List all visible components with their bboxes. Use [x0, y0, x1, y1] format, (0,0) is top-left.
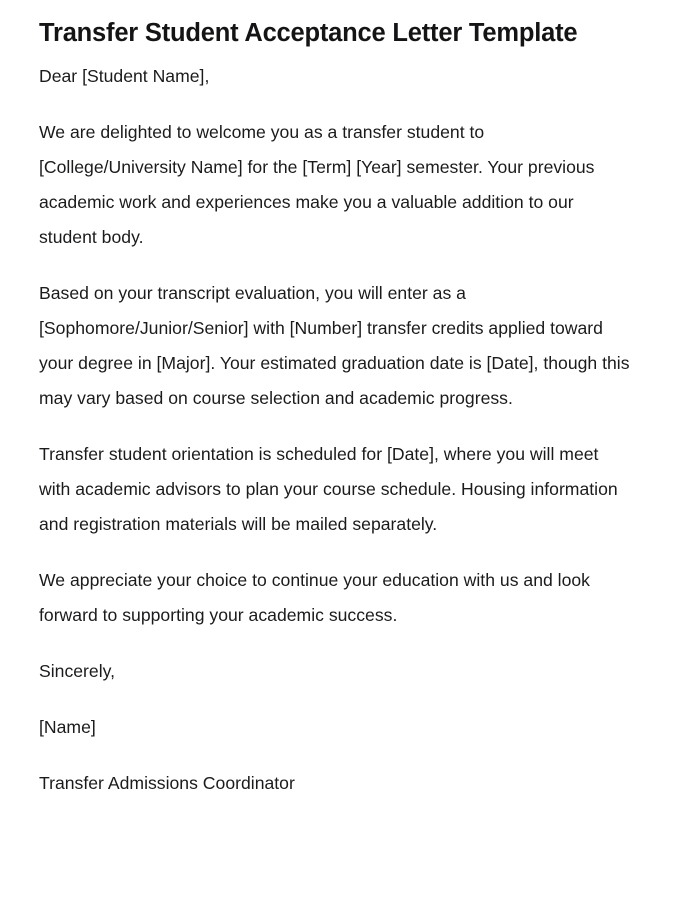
letter-salutation: Dear [Student Name], [39, 65, 210, 86]
letter-paragraph-closing: We appreciate your choice to continue your education with us and look forward to supporting your academic success. [39, 569, 590, 625]
letter-signoff: Sincerely, [39, 660, 116, 681]
letter-paragraph-welcome: We are delighted to welcome you as a transfer student to [College/University Name] for the [Term] [Year] semester. Your previous academic work and experiences make you a valuable addition to our student body. [39, 121, 595, 247]
letter-signature-name: [Name] [39, 716, 96, 737]
letter-signature-title: Transfer Admissions Coordinator [39, 772, 295, 793]
letter-body [39, 59, 634, 801]
letter-paragraph-transcript: Based on your transcript evaluation, you will enter as a [Sophomore/Junior/Senior] with [Number] transfer credits applied toward your degree in [Major]. Your estimated graduation date is [Date], though this may vary based on course selection and academic progress. [39, 282, 630, 408]
page-title: Transfer Student Acceptance Letter Template [39, 19, 578, 47]
letter-paragraph-orientation: Transfer student orientation is scheduled for [Date], where you will meet with academic advisors to plan your course schedule. Housing information and registration materials will be mailed separately. [39, 443, 618, 534]
